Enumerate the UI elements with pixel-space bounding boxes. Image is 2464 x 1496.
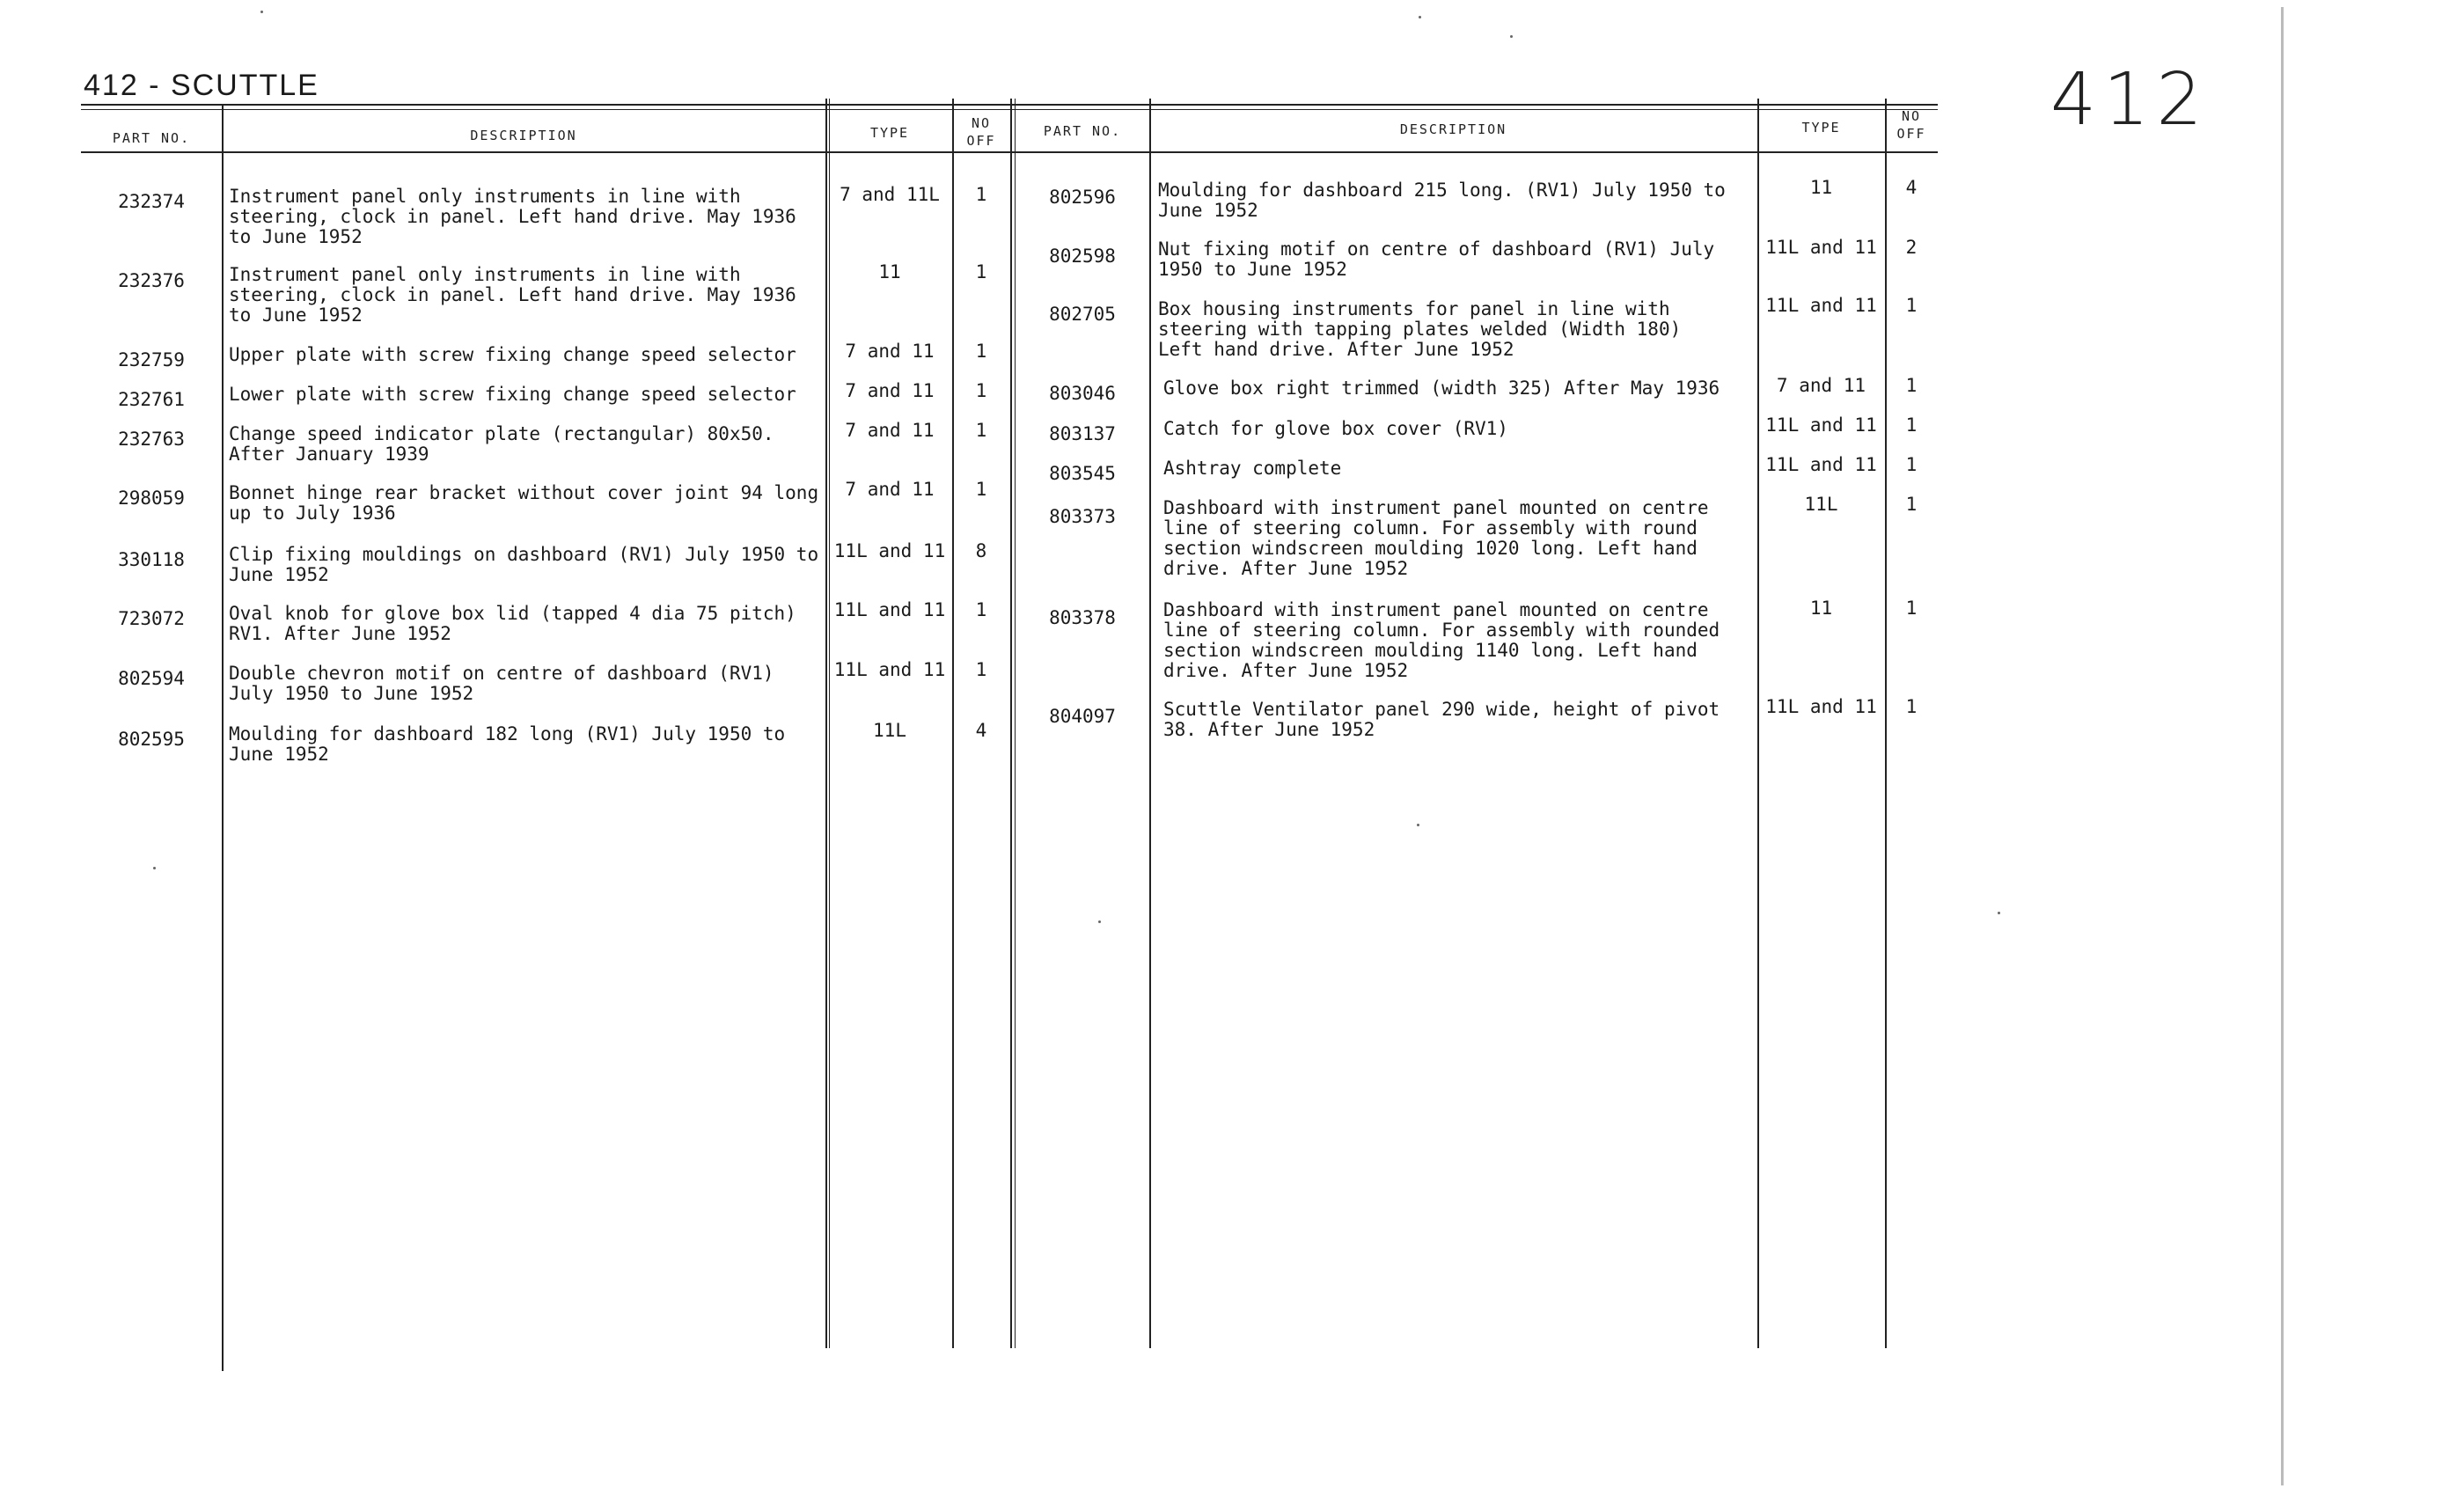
part-type: 11L and 11 bbox=[833, 659, 946, 680]
part-type: 7 and 11 bbox=[845, 341, 935, 362]
quantity: 1 bbox=[975, 261, 987, 282]
part-type: 11L bbox=[873, 720, 906, 741]
part-description: Nut fixing motif on centre of dashboard (RV1) July 1950 to June 1952 bbox=[1158, 238, 1715, 280]
quantity: 1 bbox=[1905, 494, 1918, 515]
header-part-no-right: PART NO. bbox=[1043, 123, 1122, 139]
page-number: 412 bbox=[2050, 58, 2210, 142]
page-edge bbox=[2281, 7, 2284, 1485]
quantity: 1 bbox=[975, 479, 987, 500]
part-type: 7 and 11 bbox=[845, 380, 935, 401]
header-description-left: DESCRIPTION bbox=[470, 128, 577, 143]
quantity: 1 bbox=[1905, 414, 1918, 436]
part-type: 7 and 11 bbox=[1776, 375, 1866, 396]
part-type: 11 bbox=[878, 261, 901, 282]
quantity: 8 bbox=[975, 540, 987, 561]
part-number: 803373 bbox=[1049, 506, 1116, 527]
part-description: Oval knob for glove box lid (tapped 4 dia 75 pitch) RV1. After June 1952 bbox=[229, 603, 796, 644]
header-no-off-left: NO OFF bbox=[966, 115, 996, 149]
part-description: Change speed indicator plate (rectangular) 80x50. After January 1939 bbox=[229, 423, 774, 465]
section-title: 412 - SCUTTLE bbox=[84, 69, 319, 102]
quantity: 2 bbox=[1905, 237, 1918, 258]
part-description: Instrument panel only instruments in line with steering, clock in panel. Left hand drive. May 1936 to June 1952 bbox=[229, 186, 796, 247]
quantity: 1 bbox=[975, 659, 987, 680]
part-type: 11L and 11 bbox=[833, 599, 946, 620]
part-number: 232763 bbox=[118, 429, 185, 450]
part-number: 802595 bbox=[118, 729, 185, 750]
part-type: 11 bbox=[1809, 598, 1833, 619]
part-number: 803545 bbox=[1049, 463, 1116, 484]
quantity: 1 bbox=[975, 341, 987, 362]
part-number: 804097 bbox=[1049, 706, 1116, 727]
part-type: 11L bbox=[1804, 494, 1838, 515]
part-number: 232376 bbox=[118, 270, 185, 291]
part-type: 11L and 11 bbox=[1765, 414, 1877, 436]
part-description: Clip fixing mouldings on dashboard (RV1) July 1950 to June 1952 bbox=[229, 544, 819, 585]
part-description: Moulding for dashboard 215 long. (RV1) July 1950 to June 1952 bbox=[1158, 180, 1726, 221]
part-number: 802705 bbox=[1049, 304, 1116, 325]
quantity: 1 bbox=[1905, 295, 1918, 316]
part-number: 802596 bbox=[1049, 187, 1116, 208]
part-number: 298059 bbox=[118, 488, 185, 509]
quantity: 1 bbox=[975, 599, 987, 620]
header-part-no-left: PART NO. bbox=[112, 130, 191, 146]
part-type: 11L and 11 bbox=[1765, 696, 1877, 717]
part-number: 723072 bbox=[118, 608, 185, 629]
part-description: Catch for glove box cover (RV1) bbox=[1163, 418, 1508, 439]
part-type: 11L and 11 bbox=[1765, 237, 1877, 258]
part-number: 803137 bbox=[1049, 423, 1116, 444]
part-type: 7 and 11 bbox=[845, 479, 935, 500]
quantity: 4 bbox=[975, 720, 987, 741]
header-no-off-right: NO OFF bbox=[1896, 108, 1926, 142]
quantity: 4 bbox=[1905, 177, 1918, 198]
part-number: 330118 bbox=[118, 549, 185, 570]
part-number: 802598 bbox=[1049, 246, 1116, 267]
part-number: 232759 bbox=[118, 349, 185, 370]
part-description: Moulding for dashboard 182 long (RV1) July 1950 to June 1952 bbox=[229, 723, 786, 765]
quantity: 1 bbox=[1905, 598, 1918, 619]
part-type: 11L and 11 bbox=[833, 540, 946, 561]
part-description: Lower plate with screw fixing change speed selector bbox=[229, 384, 796, 405]
part-type: 11L and 11 bbox=[1765, 295, 1877, 316]
quantity: 1 bbox=[1905, 696, 1918, 717]
part-description: Instrument panel only instruments in line with steering, clock in panel. Left hand drive. May 1936 to June 1952 bbox=[229, 264, 796, 326]
part-number: 802594 bbox=[118, 668, 185, 689]
part-number: 232374 bbox=[118, 191, 185, 212]
part-type: 7 and 11 bbox=[845, 420, 935, 441]
header-type-right: TYPE bbox=[1801, 120, 1841, 136]
header-type-left: TYPE bbox=[869, 125, 910, 141]
part-description: Double chevron motif on centre of dashboard (RV1) July 1950 to June 1952 bbox=[229, 663, 774, 704]
part-description: Ashtray complete bbox=[1163, 458, 1342, 479]
part-description: Box housing instruments for panel in line with steering with tapping plates welded (Width 180) Left hand drive. After June 1952 bbox=[1158, 298, 1682, 360]
part-description: Scuttle Ventilator panel 290 wide, height of pivot 38. After June 1952 bbox=[1163, 699, 1720, 740]
part-number: 803046 bbox=[1049, 383, 1116, 404]
part-description: Upper plate with screw fixing change speed selector bbox=[229, 344, 796, 365]
part-description: Dashboard with instrument panel mounted on centre line of steering column. For assembly with rounded section windscreen moulding 1140 long. Left hand drive. After June 1952 bbox=[1163, 599, 1720, 681]
part-number: 232761 bbox=[118, 389, 185, 410]
quantity: 1 bbox=[975, 380, 987, 401]
part-description: Glove box right trimmed (width 325) After May 1936 bbox=[1163, 378, 1720, 399]
quantity: 1 bbox=[975, 184, 987, 205]
header-description-right: DESCRIPTION bbox=[1399, 121, 1507, 137]
quantity: 1 bbox=[1905, 375, 1918, 396]
part-description: Bonnet hinge rear bracket without cover joint 94 long up to July 1936 bbox=[229, 482, 819, 524]
quantity: 1 bbox=[1905, 454, 1918, 475]
part-type: 11 bbox=[1809, 177, 1833, 198]
part-description: Dashboard with instrument panel mounted on centre line of steering column. For assembly with round section windscreen moulding 1020 long. Left hand drive. After June 1952 bbox=[1163, 497, 1709, 579]
part-type: 11L and 11 bbox=[1765, 454, 1877, 475]
part-type: 7 and 11L bbox=[840, 184, 940, 205]
quantity: 1 bbox=[975, 420, 987, 441]
part-number: 803378 bbox=[1049, 607, 1116, 628]
